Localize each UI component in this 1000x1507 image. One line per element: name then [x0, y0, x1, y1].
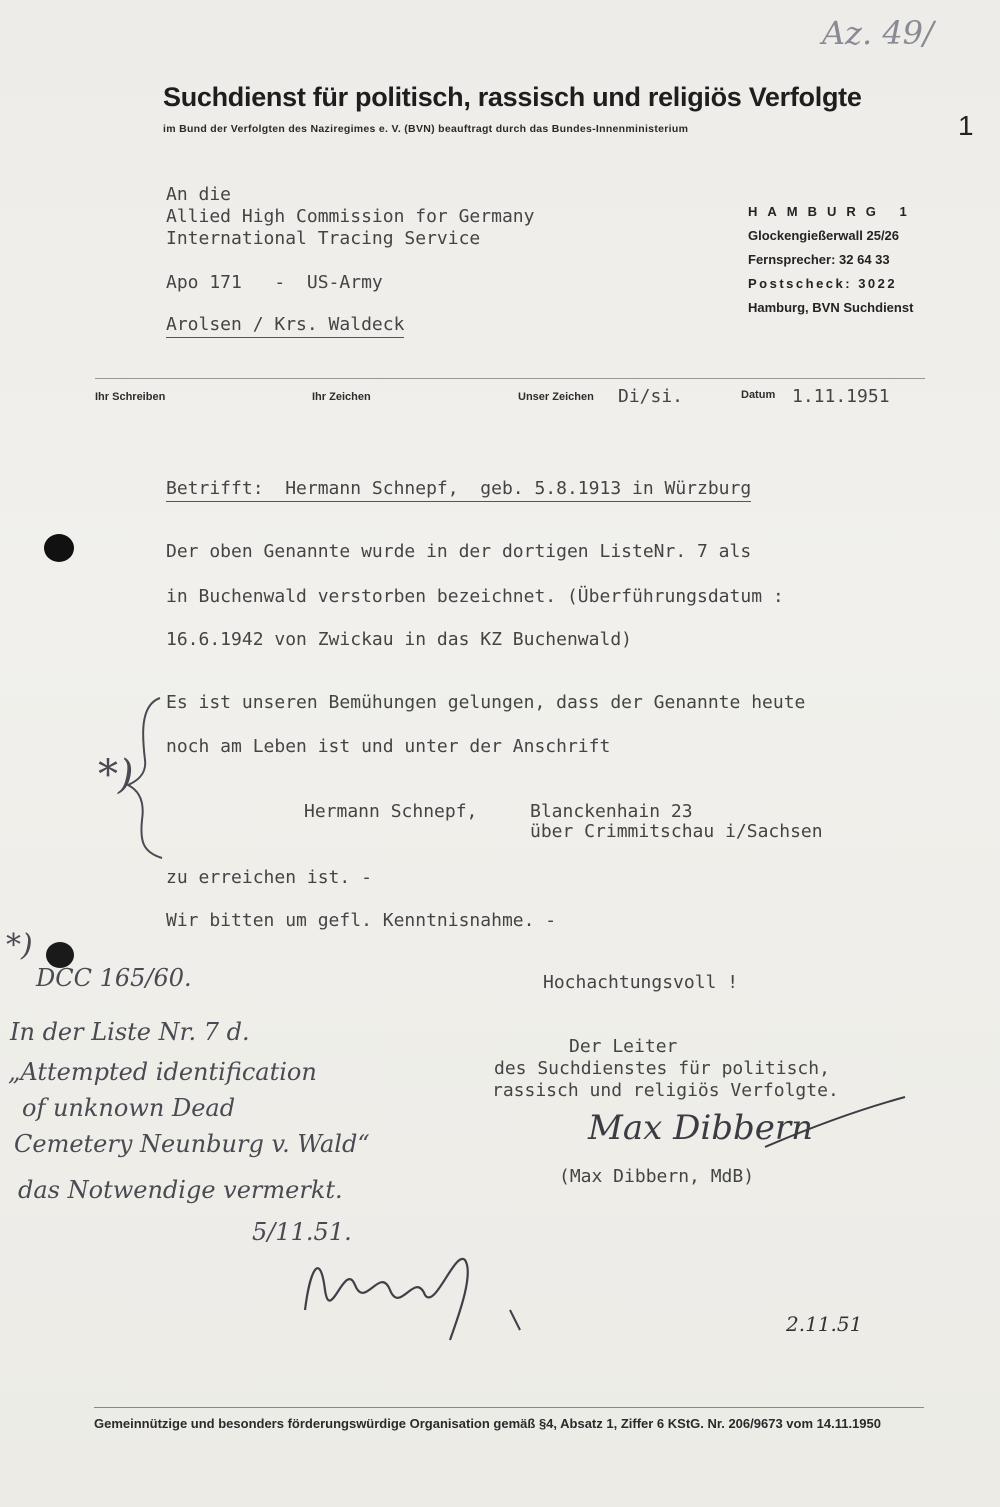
- signature: Max Dibbern: [588, 1108, 814, 1148]
- handwritten-date: 5/11.51.: [252, 1218, 352, 1246]
- handwritten-line-2: „Attempted identification: [8, 1058, 317, 1086]
- reference-divider: [95, 378, 925, 379]
- handwritten-asterisk-note: *): [98, 752, 134, 798]
- datum-value: 1.11.1951: [792, 386, 890, 407]
- address-line-2: über Crimmitschau i/Sachsen: [530, 821, 823, 842]
- organization-name: Suchdienst für politisch, rassisch und religiös Verfolgte: [163, 82, 862, 112]
- recipient-line-3: International Tracing Service: [166, 228, 481, 249]
- sender-phone: Fernsprecher: 32 64 33: [748, 252, 890, 267]
- body-p1-line-1: Der oben Genannte wurde in der dortigen ListeNr. 7 als: [166, 541, 752, 562]
- body-p4: Wir bitten um gefl. Kenntnisnahme. -: [166, 910, 557, 931]
- body-p3: zu erreichen ist. -: [166, 867, 372, 888]
- sender-city: HAMBURG 1: [748, 204, 917, 219]
- recipient-city: Arolsen / Krs. Waldeck: [166, 314, 404, 338]
- closing-title-2: des Suchdienstes für politisch,: [494, 1058, 830, 1079]
- sender-postcheck-name: Hamburg, BVN Suchdienst: [748, 300, 914, 315]
- organization-subtitle: im Bund der Verfolgten des Naziregimes e. V. (BVN) beauftragt durch das Bundes-Innenministerium: [163, 123, 689, 135]
- handwritten-line-4: Cemetery Neunburg v. Wald“: [14, 1130, 370, 1158]
- handwritten-line-1: In der Liste Nr. 7 d.: [10, 1018, 250, 1046]
- handwritten-asterisk-bottom: *): [6, 928, 33, 963]
- body-p2-line-2: noch am Leben ist und unter der Anschrift: [166, 736, 611, 757]
- recipient-apo: Apo 171 - US-Army: [166, 272, 383, 293]
- recipient-line-1: An die: [166, 184, 232, 205]
- body-p1-line-2: in Buchenwald verstorben bezeichnet. (Überführungsdatum :: [166, 586, 784, 607]
- ink-blot: [44, 534, 74, 562]
- signature-flourish-icon: [760, 1092, 910, 1152]
- recipient-address: [166, 184, 534, 250]
- handwritten-line-3: of unknown Dead: [22, 1094, 236, 1122]
- page-number: 1: [958, 110, 974, 141]
- stamp-date: 2.11.51: [786, 1312, 863, 1336]
- closing-title-3: rassisch und religiös Verfolgte.: [492, 1080, 839, 1101]
- handwritten-ref: DCC 165/60.: [36, 964, 192, 992]
- datum-label: Datum: [741, 389, 776, 401]
- footer-divider: [94, 1407, 924, 1408]
- archive-ref-number: Az. 49/: [822, 14, 934, 52]
- unser-zeichen-value: Di/si.: [618, 386, 684, 407]
- recipient-line-2: Allied High Commission for Germany: [166, 206, 535, 227]
- closing-title-1: Der Leiter: [569, 1036, 678, 1057]
- footer-text: Gemeinnützige und besonders förderungswürdige Organisation gemäß §4, Absatz 1, Ziffer 6 KStG. Nr. 206/9673 vom 14.11.1950: [94, 1416, 881, 1431]
- ihr-zeichen-label: Ihr Zeichen: [312, 391, 371, 403]
- unser-zeichen-label: Unser Zeichen: [518, 391, 594, 403]
- sender-street: Glockengießerwall 25/26: [748, 228, 900, 243]
- subject-line: Betrifft: Hermann Schnepf, geb. 5.8.1913 in Würzburg: [166, 478, 751, 502]
- body-p2-line-1: Es ist unseren Bemühungen gelungen, dass der Genannte heute: [166, 692, 806, 713]
- sender-postcheck: Postscheck: 3022: [748, 276, 898, 291]
- body-p1-line-3: 16.6.1942 von Zwickau in das KZ Buchenwald): [166, 629, 632, 650]
- closing-greeting: Hochachtungsvoll !: [543, 972, 739, 993]
- handwritten-brace-icon: [120, 690, 170, 865]
- ihr-schreiben-label: Ihr Schreiben: [95, 391, 166, 403]
- sender-address: [748, 200, 917, 320]
- address-name: Hermann Schnepf,: [304, 801, 478, 822]
- address-line-1: Blanckenhain 23: [530, 801, 693, 822]
- handwritten-line-5: das Notwendige vermerkt.: [18, 1176, 343, 1204]
- signer-name: (Max Dibbern, MdB): [559, 1166, 755, 1187]
- received-stamp: [565, 1255, 815, 1375]
- handwritten-initials-icon: [285, 1230, 525, 1350]
